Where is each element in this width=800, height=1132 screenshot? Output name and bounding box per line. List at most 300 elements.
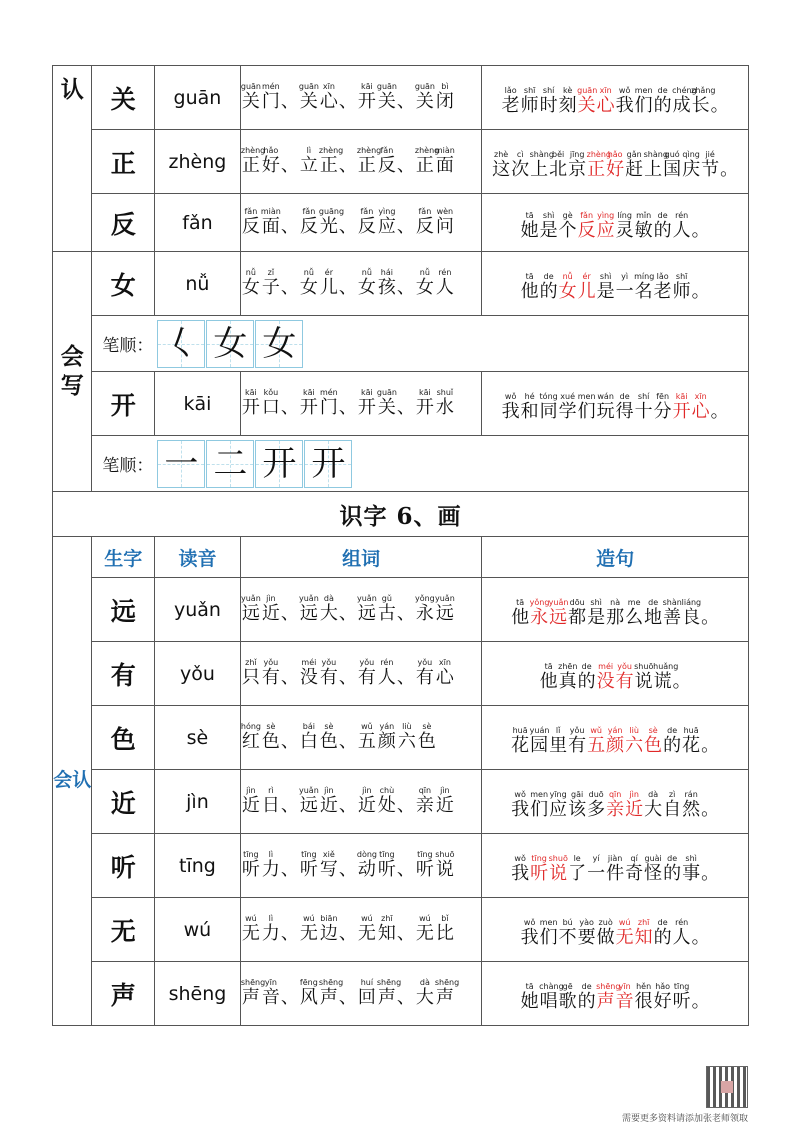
- sentence-char: 十: [634, 401, 653, 422]
- word-pinyin: rén: [380, 658, 394, 667]
- sentence-pinyin: de: [581, 982, 592, 991]
- sentence-pinyin: jìn: [629, 790, 639, 799]
- word-pinyin: méi: [301, 658, 317, 667]
- word-pinyin: zhèng: [240, 146, 266, 155]
- word-pinyin: yìng: [378, 207, 396, 216]
- word-item: [299, 146, 344, 177]
- word-pinyin: kāi: [244, 388, 257, 397]
- word-char: 反: [415, 216, 434, 237]
- separator: 、: [280, 91, 299, 112]
- sentence-pinyin: de: [619, 392, 630, 401]
- sentence-pinyin: shī: [675, 272, 688, 281]
- sentence-cell: [482, 770, 749, 834]
- stroke-step: 一: [164, 443, 199, 484]
- word-char: 只: [241, 667, 260, 688]
- sentence-pinyin: guó: [664, 150, 680, 159]
- sentence-pinyin: wǒ: [514, 854, 526, 863]
- word-item: [357, 850, 397, 881]
- character-row: [53, 130, 749, 194]
- sentence-cell: [482, 66, 749, 130]
- word-pinyin: guān: [376, 82, 397, 91]
- word-group-cell: [240, 66, 481, 130]
- sentence-pinyin: méi: [598, 662, 614, 671]
- word-item: [415, 268, 455, 299]
- word-pinyin: nǚ: [361, 268, 372, 277]
- sentence-char: 师: [672, 281, 691, 302]
- word-pinyin: chù: [379, 786, 395, 795]
- stroke-order-cell: [92, 316, 749, 372]
- character-cell: 听: [92, 834, 155, 898]
- separator: 、: [338, 795, 357, 816]
- word-pinyin: jìn: [246, 786, 256, 795]
- sentence-pinyin: kāi: [675, 392, 688, 401]
- word-char: 说: [435, 859, 454, 880]
- sentence-char: 的: [539, 281, 558, 302]
- sentence-pinyin: chàng: [539, 982, 564, 991]
- sentence-pinyin: běi: [552, 150, 565, 159]
- word-item: [415, 786, 455, 817]
- word-group-cell: [240, 834, 481, 898]
- word-char: 远: [299, 603, 318, 624]
- sentence-pinyin: xué: [560, 392, 575, 401]
- sentence-char: 多: [587, 799, 606, 820]
- sentence-char: 该: [568, 799, 587, 820]
- sentence-pinyin: zuò: [598, 918, 613, 927]
- separator: 、: [338, 91, 357, 112]
- sentence-char: 有: [615, 671, 634, 692]
- sentence-pinyin: yìng: [597, 211, 615, 220]
- sentence-char: 她: [520, 991, 539, 1012]
- word-pinyin: jìn: [362, 786, 372, 795]
- sentence-char: 五: [587, 735, 606, 756]
- sentence-pinyin: rén: [675, 211, 689, 220]
- word-item: [241, 722, 281, 753]
- word-pinyin: yǒu: [321, 658, 337, 667]
- sentence-cell: [482, 252, 749, 316]
- separator: 、: [338, 859, 357, 880]
- word-char: 近: [319, 795, 338, 816]
- sentence-pinyin: huǎng: [653, 662, 679, 671]
- word-item: [241, 850, 281, 881]
- sentence-pinyin: le: [573, 854, 581, 863]
- sentence-char: 亲: [606, 799, 625, 820]
- sentence-pinyin: wǒ: [514, 790, 526, 799]
- word-pinyin: guān: [376, 388, 397, 397]
- word-char: 知: [377, 923, 396, 944]
- sentence-pinyin: míng: [634, 272, 655, 281]
- sentence-pinyin: lǐ: [555, 726, 561, 735]
- sentence-pinyin: líng: [617, 211, 632, 220]
- sentence-pinyin: tā: [516, 598, 525, 607]
- sentence-char: 灵: [615, 220, 634, 241]
- word-char: 力: [261, 859, 280, 880]
- word-char: 应: [377, 216, 396, 237]
- sentence-char: 地: [644, 607, 663, 628]
- sentence-pinyin: guài: [644, 854, 662, 863]
- sentence-pinyin: duō: [588, 790, 604, 799]
- sentence-pinyin: men: [539, 918, 558, 927]
- word-char: 古: [377, 603, 396, 624]
- word-char: 面: [261, 216, 280, 237]
- sentence-char: 我: [511, 863, 530, 884]
- sentence-char: 说: [634, 671, 653, 692]
- sentence-pinyin: de: [581, 662, 592, 671]
- word-char: 心: [319, 91, 338, 112]
- stroke-box: [157, 440, 205, 488]
- word-item: [241, 146, 281, 177]
- sentence-char: 色: [644, 735, 663, 756]
- word-char: 立: [299, 155, 318, 176]
- word-pinyin: kāi: [302, 388, 315, 397]
- separator: 、: [280, 216, 299, 237]
- word-pinyin: fēng: [299, 978, 318, 987]
- word-group-cell: [240, 642, 481, 706]
- word-char: 正: [241, 155, 260, 176]
- sentence-char: 说: [549, 863, 568, 884]
- word-char: 永: [415, 603, 434, 624]
- sentence-char: 们: [530, 799, 549, 820]
- word-char: 有: [261, 667, 280, 688]
- sentence-pinyin: men: [577, 392, 596, 401]
- word-pinyin: miàn: [434, 146, 455, 155]
- sentence-char: 同: [539, 401, 558, 422]
- word-char: 孩: [377, 277, 396, 298]
- sentence-char: 应: [596, 220, 615, 241]
- sentence-char: 那: [606, 607, 625, 628]
- word-char: 有: [415, 667, 434, 688]
- word-pinyin: guāng: [318, 207, 345, 216]
- sentence-char: 刻: [558, 95, 577, 116]
- separator: 、: [396, 923, 415, 944]
- sentence-char: 是: [596, 281, 615, 302]
- sentence-char: 关: [577, 95, 596, 116]
- pinyin-cell: zhèng: [155, 130, 241, 194]
- word-pinyin: guān: [414, 82, 435, 91]
- sentence: [511, 854, 720, 885]
- sentence-cell: [482, 372, 749, 436]
- word-group-cell: [240, 578, 481, 642]
- sentence-pinyin: [701, 598, 720, 607]
- sentence-pinyin: fǎn: [580, 211, 594, 220]
- sentence-char: 一: [615, 281, 634, 302]
- word-char: 关: [415, 91, 434, 112]
- word-pinyin: zhèng: [414, 146, 440, 155]
- word-pinyin: tīng: [417, 850, 433, 859]
- separator: 、: [338, 923, 357, 944]
- stroke-step: 开: [311, 443, 346, 484]
- sentence-pinyin: kè: [563, 86, 573, 95]
- sentence-char: 京: [568, 159, 587, 180]
- word-pinyin: wǔ: [361, 722, 373, 731]
- sentence-char: 怪: [644, 863, 663, 884]
- word-char: 问: [435, 216, 454, 237]
- sentence-pinyin: me: [627, 598, 641, 607]
- separator: 、: [396, 795, 415, 816]
- character-row: [53, 898, 749, 962]
- word-pinyin: lì: [268, 850, 274, 859]
- sentence-char: 园: [530, 735, 549, 756]
- word-char: 面: [435, 155, 454, 176]
- sentence-char: 。: [672, 671, 691, 692]
- sentence-char: 和: [520, 401, 539, 422]
- sentence-pinyin: fēn: [656, 392, 670, 401]
- word-item: [357, 594, 397, 625]
- word-item: [299, 82, 339, 113]
- sentence-char: 没: [596, 671, 615, 692]
- stroke-step: 女: [213, 323, 248, 364]
- sentence-pinyin: [691, 982, 710, 991]
- word-char: 闭: [435, 91, 454, 112]
- sentence-char: 。: [701, 799, 720, 820]
- sentence-char: 反: [577, 220, 596, 241]
- separator: 、: [338, 216, 357, 237]
- sentence-pinyin: lǎo: [504, 86, 517, 95]
- word-char: 动: [357, 859, 376, 880]
- sentence-pinyin: qīn: [608, 790, 622, 799]
- word-char: 近: [357, 795, 376, 816]
- sentence-char: 人: [672, 927, 691, 948]
- separator: 、: [280, 603, 299, 624]
- word-pinyin: gǔ: [381, 594, 392, 603]
- word-item: [241, 978, 281, 1009]
- sentence-char: 开: [672, 401, 691, 422]
- sentence-pinyin: hé: [524, 392, 535, 401]
- word-item: [299, 658, 339, 689]
- word-pinyin: nǚ: [245, 268, 256, 277]
- word-char: 声: [319, 987, 338, 1008]
- word-char: 口: [261, 397, 280, 418]
- sentence-pinyin: nà: [610, 598, 621, 607]
- sentence-pinyin: [701, 854, 720, 863]
- sentence-char: 的: [653, 927, 672, 948]
- pinyin-cell: yǒu: [155, 642, 241, 706]
- word-item: [415, 594, 455, 625]
- sentence-pinyin: nǚ: [562, 272, 573, 281]
- sentence-char: 我: [511, 799, 530, 820]
- sentence: [539, 662, 691, 693]
- word-pinyin: hǎo: [263, 146, 279, 155]
- word-pinyin: wú: [245, 914, 257, 923]
- sentence-char: 心: [596, 95, 615, 116]
- word-pinyin: sè: [422, 722, 432, 731]
- separator: 、: [396, 155, 415, 176]
- sentence-char: 善: [663, 607, 682, 628]
- sentence-pinyin: shuō: [548, 854, 568, 863]
- sentence-char: 应: [549, 799, 568, 820]
- separator: 、: [338, 277, 357, 298]
- word-pinyin: yuǎn: [240, 594, 261, 603]
- character-cell: 反: [92, 194, 155, 252]
- character-cell: 近: [92, 770, 155, 834]
- word-char: 开: [357, 91, 376, 112]
- sentence-char: 。: [691, 927, 710, 948]
- sentence-pinyin: gǎn: [626, 150, 642, 159]
- sentence-char: 。: [710, 95, 729, 116]
- sentence-pinyin: rán: [684, 790, 698, 799]
- pinyin-cell: shēng: [155, 962, 241, 1026]
- sentence-char: 知: [634, 927, 653, 948]
- sentence-pinyin: ér: [582, 272, 591, 281]
- sentence-char: 个: [558, 220, 577, 241]
- sentence-char: 不: [558, 927, 577, 948]
- word-group-cell: [240, 130, 481, 194]
- sentence-pinyin: hǎo: [607, 150, 623, 159]
- sentence-char: 北: [549, 159, 568, 180]
- sentence-char: 谎: [653, 671, 672, 692]
- sentence-pinyin: tā: [544, 662, 553, 671]
- sentence-pinyin: dōu: [569, 598, 585, 607]
- sentence-cell: [482, 130, 749, 194]
- sentence-char: 。: [701, 735, 720, 756]
- separator: 、: [280, 859, 299, 880]
- sentence-pinyin: bú: [562, 918, 573, 927]
- word-char: 女: [357, 277, 376, 298]
- separator: 、: [280, 277, 299, 298]
- sentence-pinyin: mǐn: [636, 211, 652, 220]
- sentence-pinyin: tīng: [531, 854, 547, 863]
- stroke-step: 开: [262, 443, 297, 484]
- sentence-pinyin: [691, 272, 710, 281]
- word-char: 有: [319, 667, 338, 688]
- sentence-pinyin: yí: [592, 854, 600, 863]
- sentence-pinyin: wán: [597, 392, 614, 401]
- word-char: 五: [357, 731, 376, 752]
- sentence-char: 要: [577, 927, 596, 948]
- word-char: 开: [241, 397, 260, 418]
- word-char: 颜: [377, 731, 396, 752]
- word-item: [415, 207, 455, 238]
- sentence-char: 成: [672, 95, 691, 116]
- word-item: [415, 658, 455, 689]
- word-char: 声: [377, 987, 396, 1008]
- sentence-pinyin: shí: [637, 392, 650, 401]
- sentence-pinyin: guān: [577, 86, 598, 95]
- pinyin-cell: fǎn: [155, 194, 241, 252]
- sentence-char: 然: [682, 799, 701, 820]
- word-item: [299, 914, 339, 945]
- word-item: [415, 978, 460, 1009]
- stroke-box: [206, 320, 254, 368]
- stroke-step: 二: [213, 443, 248, 484]
- character-row: [53, 372, 749, 436]
- character-row: [53, 578, 749, 642]
- stroke-box: [304, 440, 352, 488]
- word-pinyin: sè: [324, 722, 334, 731]
- word-char: 近: [435, 795, 454, 816]
- word-char: 听: [415, 859, 434, 880]
- word-pinyin: biān: [320, 914, 338, 923]
- sentence-pinyin: shí: [542, 86, 555, 95]
- word-pinyin: rì: [268, 786, 274, 795]
- word-char: 女: [299, 277, 318, 298]
- word-item: [241, 594, 281, 625]
- word-char: 无: [357, 923, 376, 944]
- word-char: 色: [417, 731, 436, 752]
- character-cell: 女: [92, 252, 155, 316]
- word-item: [357, 658, 397, 689]
- sentence-pinyin: yīng: [549, 790, 567, 799]
- lesson-title: 识字 6、画: [53, 492, 749, 537]
- sentence-pinyin: de: [657, 211, 668, 220]
- word-char: 写: [319, 859, 338, 880]
- character-row: [53, 194, 749, 252]
- word-char: 光: [319, 216, 338, 237]
- sentence-char: 节: [701, 159, 720, 180]
- word-char: 无: [415, 923, 434, 944]
- word-pinyin: xīn: [322, 82, 335, 91]
- character-cell: 色: [92, 706, 155, 770]
- word-pinyin: fǎn: [360, 207, 374, 216]
- word-char: 远: [299, 795, 318, 816]
- sentence-pinyin: wǔ: [590, 726, 602, 735]
- sentence: [492, 150, 739, 181]
- sentence-pinyin: gē: [562, 982, 573, 991]
- sentence-char: 时: [539, 95, 558, 116]
- sentence-pinyin: shì: [599, 272, 612, 281]
- sentence-char: 师: [520, 95, 539, 116]
- pinyin-cell: yuǎn: [155, 578, 241, 642]
- word-char: 近: [261, 603, 280, 624]
- sentence-pinyin: liáng: [681, 598, 702, 607]
- sentence-pinyin: cì: [516, 150, 524, 159]
- sentence-pinyin: huā: [683, 726, 699, 735]
- word-item: [357, 914, 397, 945]
- word-char: 女: [415, 277, 434, 298]
- word-pinyin: zǐ: [267, 268, 275, 277]
- sentence-char: 听: [530, 863, 549, 884]
- word-item: [415, 914, 455, 945]
- sentence-pinyin: zì: [668, 790, 676, 799]
- sentence-char: 的: [663, 735, 682, 756]
- separator: 、: [338, 603, 357, 624]
- word-item: [357, 722, 437, 753]
- character-cell: 关: [92, 66, 155, 130]
- sentence-pinyin: zhī: [637, 918, 650, 927]
- sentence-cell: [482, 642, 749, 706]
- word-char: 听: [241, 859, 260, 880]
- sentence-pinyin: wǒ: [618, 86, 631, 95]
- word-pinyin: jìn: [266, 594, 276, 603]
- pinyin-cell: nǚ: [155, 252, 241, 316]
- sentence-char: 有: [568, 735, 587, 756]
- sentence-pinyin: qí: [630, 854, 638, 863]
- sentence-pinyin: yuán: [529, 726, 550, 735]
- sentence-char: 听: [672, 991, 691, 1012]
- sentence-char: 得: [615, 401, 634, 422]
- sentence-pinyin: yīn: [618, 982, 631, 991]
- word-char: 子: [261, 277, 280, 298]
- pinyin-cell: jìn: [155, 770, 241, 834]
- sentence-pinyin: [710, 86, 729, 95]
- sentence-pinyin: shēng: [596, 982, 621, 991]
- separator: 、: [396, 91, 415, 112]
- word-char: 门: [261, 91, 280, 112]
- character-row: [53, 770, 749, 834]
- word-pinyin: yuǎn: [434, 594, 455, 603]
- word-pinyin: guān: [298, 82, 319, 91]
- sentence-pinyin: shuō: [634, 662, 654, 671]
- sentence-pinyin: wú: [618, 918, 631, 927]
- word-pinyin: wèn: [436, 207, 454, 216]
- sentence-char: 花: [682, 735, 701, 756]
- word-pinyin: yǒu: [359, 658, 375, 667]
- word-pinyin: shuō: [435, 850, 455, 859]
- character-cell: 正: [92, 130, 155, 194]
- sentence-pinyin: jīng: [569, 150, 585, 159]
- word-item: [415, 146, 455, 177]
- sentence-pinyin: wǒ: [504, 392, 517, 401]
- sentence-char: 好: [653, 991, 672, 1012]
